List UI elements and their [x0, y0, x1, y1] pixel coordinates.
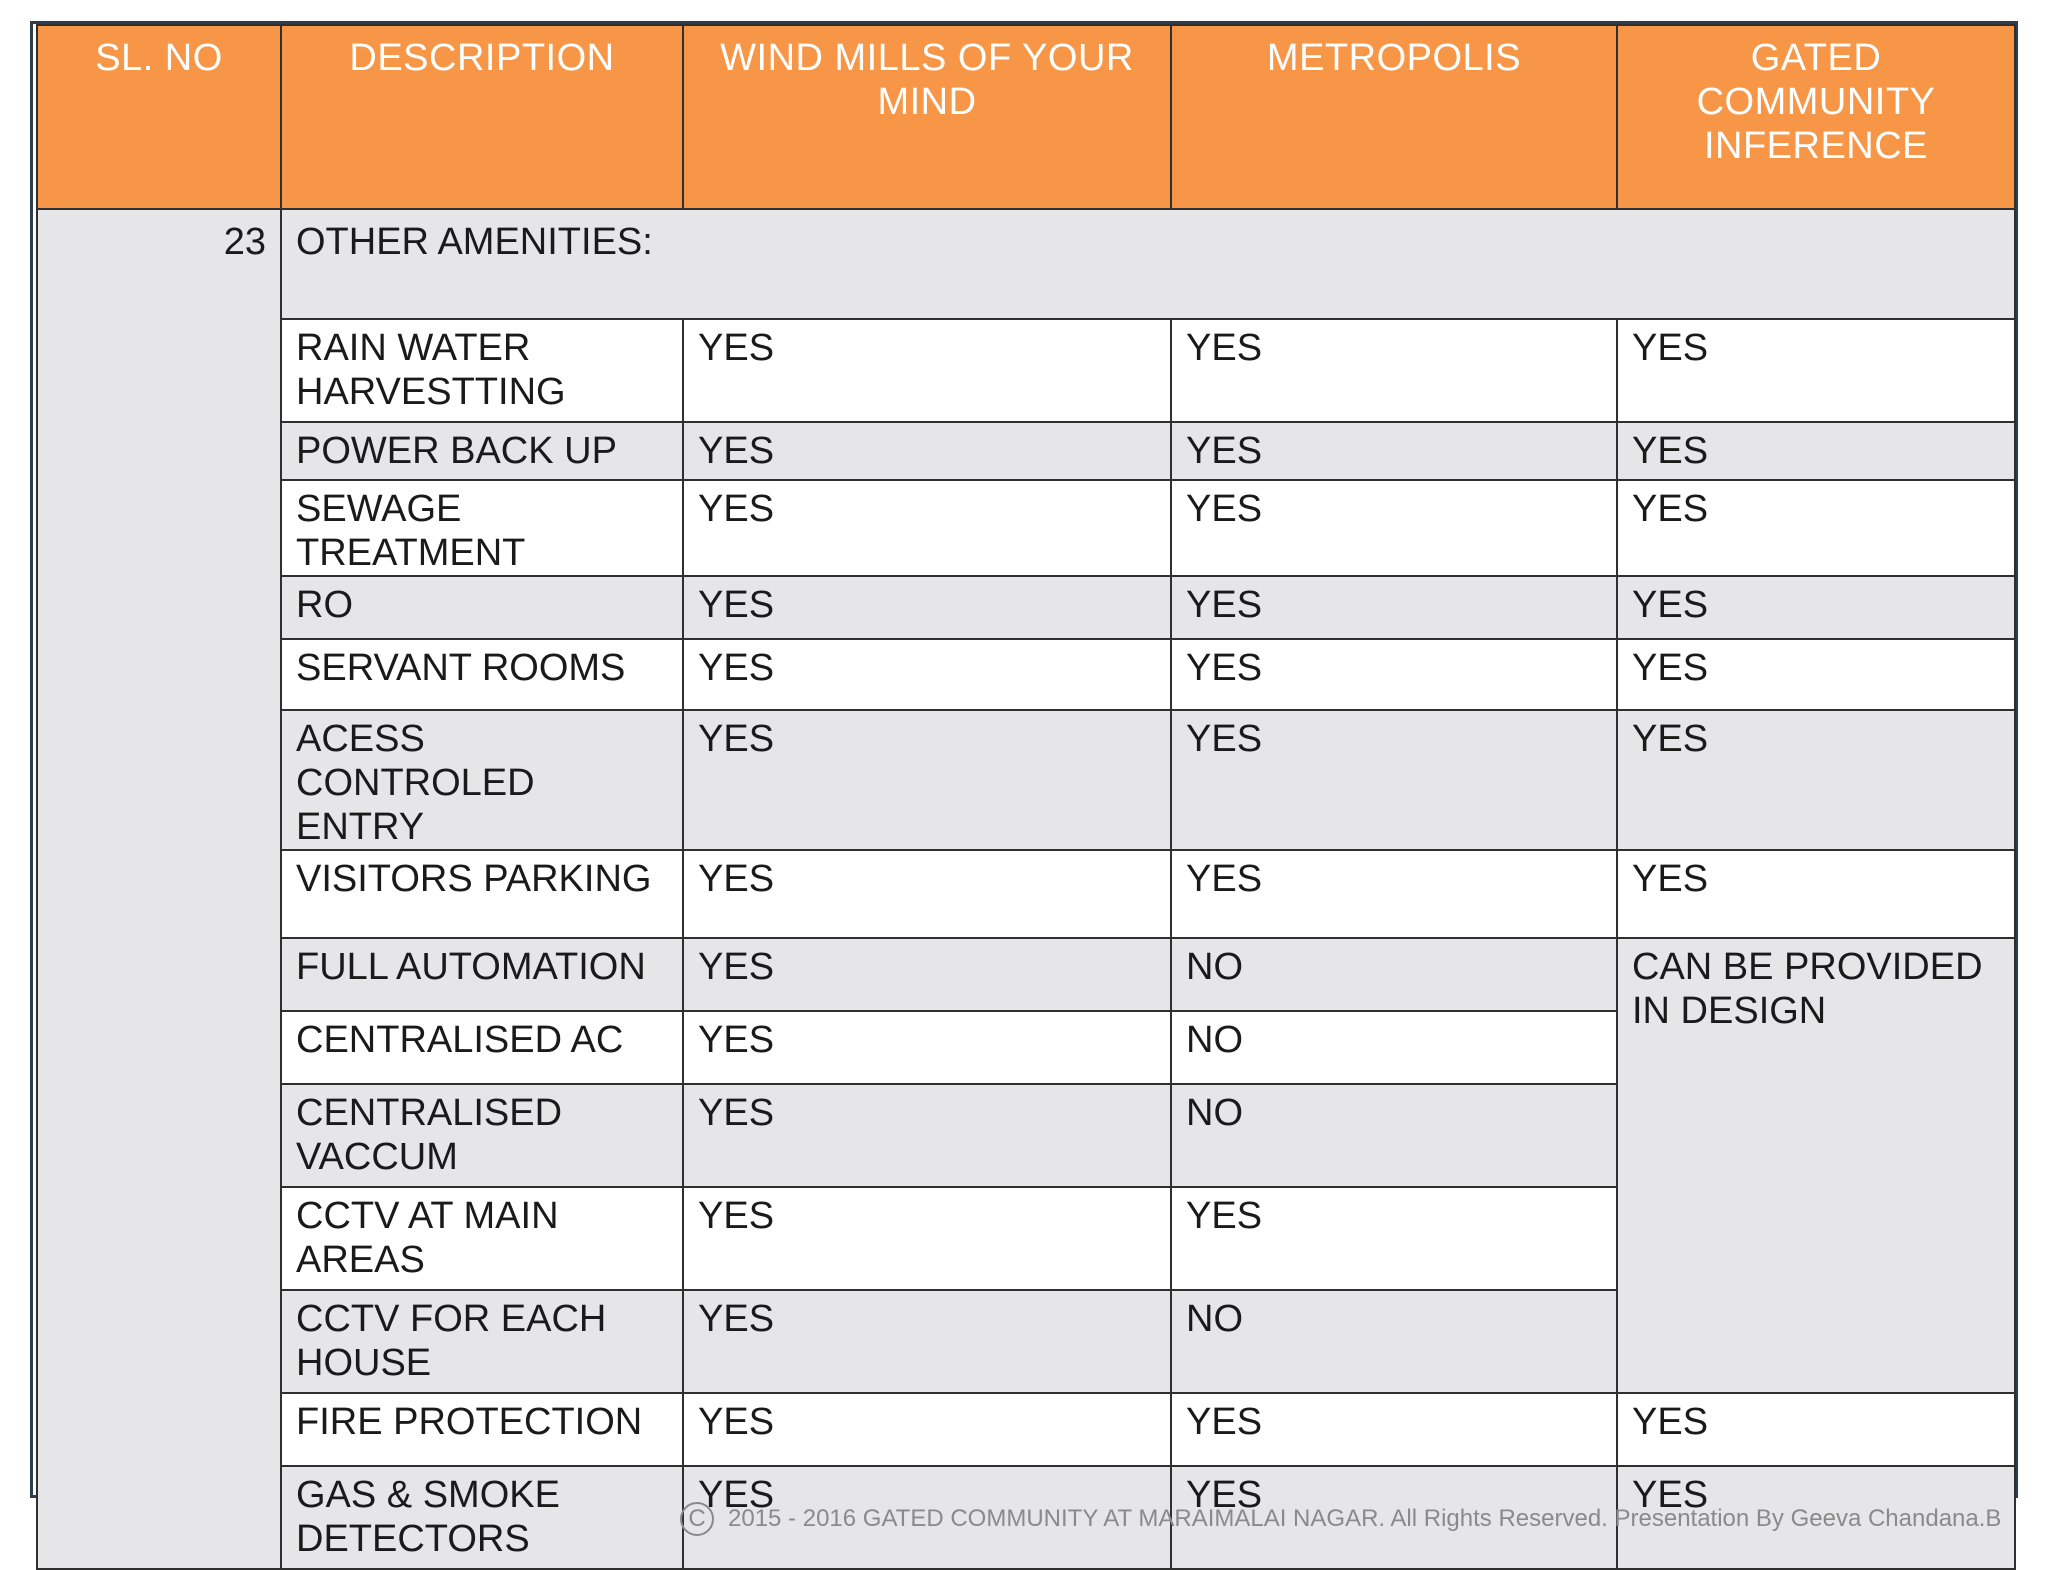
row-wind-mills: YES	[683, 576, 1171, 639]
row-wind-mills: YES	[683, 1187, 1171, 1290]
row-wind-mills: YES	[683, 1084, 1171, 1187]
row-inference-merged: CAN BE PROVIDED IN DESIGN	[1617, 938, 2015, 1393]
row-description: FIRE PROTECTION	[281, 1393, 683, 1466]
row-description: CCTV AT MAIN AREAS	[281, 1187, 683, 1290]
table-row	[37, 480, 2015, 576]
row-description: SERVANT ROOMS	[281, 639, 683, 710]
footer	[680, 1502, 2040, 1536]
header-inference: GATED COMMUNITY INFERENCE	[1617, 25, 2015, 209]
amenities-table	[36, 24, 2016, 1570]
table-row	[37, 576, 2015, 639]
row-wind-mills: YES	[683, 319, 1171, 422]
row-metropolis: NO	[1171, 1084, 1617, 1187]
row-metropolis: YES	[1171, 422, 1617, 480]
row-wind-mills: YES	[683, 639, 1171, 710]
row-metropolis: YES	[1171, 1187, 1617, 1290]
row-metropolis: YES	[1171, 710, 1617, 850]
table-row	[37, 710, 2015, 850]
row-inference: YES	[1617, 639, 2015, 710]
row-inference: YES	[1617, 319, 2015, 422]
table-row	[37, 319, 2015, 422]
row-description: RAIN WATER HARVESTTING	[281, 319, 683, 422]
copyright-icon: C	[680, 1502, 714, 1536]
footer-text: 2015 - 2016 GATED COMMUNITY AT MARAIMALAI NAGAR. All Rights Reserved. Presentation By Geeva Chandana.B	[728, 1505, 2002, 1532]
row-description: CENTRALISED AC	[281, 1011, 683, 1084]
row-wind-mills: YES	[683, 710, 1171, 850]
row-inference: YES	[1617, 1393, 2015, 1466]
row-metropolis: YES	[1171, 1466, 1617, 1569]
table-row	[37, 938, 2015, 1011]
serial-number: 23	[37, 209, 281, 1569]
row-description: ACESS CONTROLED ENTRY	[281, 710, 683, 850]
row-metropolis: YES	[1171, 1393, 1617, 1466]
row-wind-mills: YES	[683, 1290, 1171, 1393]
row-metropolis: YES	[1171, 850, 1617, 938]
row-description: SEWAGE TREATMENT	[281, 480, 683, 576]
table-row	[37, 422, 2015, 480]
table-row	[37, 850, 2015, 938]
row-inference: YES	[1617, 710, 2015, 850]
row-inference: YES	[1617, 576, 2015, 639]
row-inference: YES	[1617, 850, 2015, 938]
row-description: GAS & SMOKE DETECTORS	[281, 1466, 683, 1569]
row-wind-mills: YES	[683, 480, 1171, 576]
row-metropolis: YES	[1171, 639, 1617, 710]
row-wind-mills: YES	[683, 938, 1171, 1011]
row-description: CENTRALISED VACCUM	[281, 1084, 683, 1187]
table-row	[37, 639, 2015, 710]
header-sl-no: SL. NO	[37, 25, 281, 209]
row-inference: YES	[1617, 1466, 2015, 1569]
row-metropolis: YES	[1171, 319, 1617, 422]
row-metropolis: NO	[1171, 1011, 1617, 1084]
row-wind-mills: YES	[683, 1466, 1171, 1569]
row-metropolis: NO	[1171, 938, 1617, 1011]
row-inference: YES	[1617, 422, 2015, 480]
section-row	[37, 209, 2015, 319]
row-description: POWER BACK UP	[281, 422, 683, 480]
row-description: RO	[281, 576, 683, 639]
row-metropolis: NO	[1171, 1290, 1617, 1393]
header-row	[37, 25, 2015, 209]
row-metropolis: YES	[1171, 576, 1617, 639]
header-description: DESCRIPTION	[281, 25, 683, 209]
row-description: FULL AUTOMATION	[281, 938, 683, 1011]
row-inference: YES	[1617, 480, 2015, 576]
header-metropolis: METROPOLIS	[1171, 25, 1617, 209]
row-metropolis: YES	[1171, 480, 1617, 576]
row-wind-mills: YES	[683, 1393, 1171, 1466]
row-description: VISITORS PARKING	[281, 850, 683, 938]
row-wind-mills: YES	[683, 850, 1171, 938]
row-wind-mills: YES	[683, 422, 1171, 480]
row-description: CCTV FOR EACH HOUSE	[281, 1290, 683, 1393]
section-title: OTHER AMENITIES:	[281, 209, 2015, 319]
row-wind-mills: YES	[683, 1011, 1171, 1084]
header-wind-mills: WIND MILLS OF YOUR MIND	[683, 25, 1171, 209]
table-row	[37, 1393, 2015, 1466]
